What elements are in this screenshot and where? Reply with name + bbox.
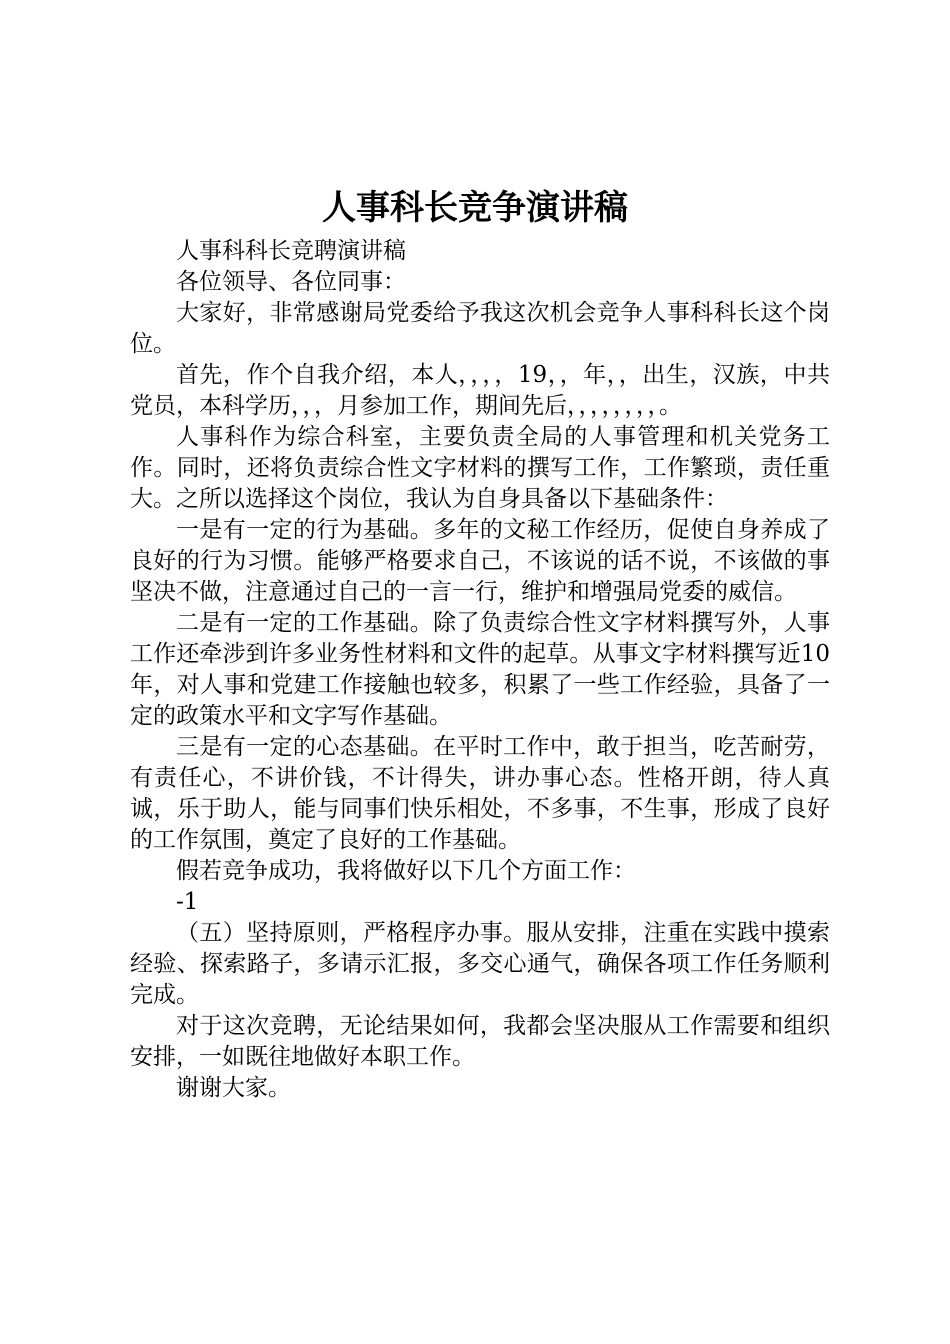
document-title: 人事科长竞争演讲稿 (322, 188, 628, 228)
paragraph-thanks: 谢谢大家。 (176, 1075, 291, 1101)
paragraph-self-intro: 首先，作个自我介绍，本人，，，，19，，年，，出生，汉族，中共党员，本科学历，，，月参加工作，期间先后，，，，，，，，。 (130, 362, 830, 419)
paragraph-plan-intro: 假若竞争成功，我将做好以下几个方面工作： (176, 858, 636, 884)
paragraph-work-basis: 二是有一定的工作基础。除了负责综合性文字材料撰写外，人事工作还牵涉到许多业务性材料和文件的起草。从事文字材料撰写近10年，对人事和党建工作接触也较多，积累了一些工作经验，具备了一定的政策水平和文字写作基础。 (130, 610, 830, 729)
paragraph-page-marker: -1 (176, 889, 199, 915)
paragraph-role-description: 人事科作为综合科室，主要负责全局的人事管理和机关党务工作。同时，还将负责综合性文字材料的撰写工作，工作繁琐，责任重大。之所以选择这个岗位，我认为自身具备以下基础条件： (130, 424, 830, 512)
paragraph-subtitle: 人事科科长竞聘演讲稿 (176, 238, 406, 264)
paragraph-commitment: 对于这次竞聘，无论结果如何，我都会坚决服从工作需要和组织安排，一如既往地做好本职工作。 (130, 1013, 830, 1070)
paragraph-salutation: 各位领导、各位同事： (176, 269, 406, 295)
document-body (130, 236, 830, 1104)
paragraph-attitude-basis: 三是有一定的心态基础。在平时工作中，敢于担当，吃苦耐劳，有责任心，不讲价钱，不计得失，讲办事心态。性格开朗，待人真诚，乐于助人，能与同事们快乐相处，不多事，不生事，形成了良好的工作氛围，奠定了良好的工作基础。 (130, 734, 830, 853)
paragraph-greeting: 大家好，非常感谢局党委给予我这次机会竞争人事科科长这个岗位。 (130, 300, 830, 357)
paragraph-principle: （五）坚持原则，严格程序办事。服从安排，注重在实践中摸索经验、探索路子，多请示汇报，多交心通气，确保各项工作任务顺利完成。 (130, 920, 830, 1008)
paragraph-behavior-basis: 一是有一定的行为基础。多年的文秘工作经历，促使自身养成了良好的行为习惯。能够严格要求自己，不该说的话不说，不该做的事坚决不做，注意通过自己的一言一行，维护和增强局党委的威信。 (130, 517, 830, 605)
